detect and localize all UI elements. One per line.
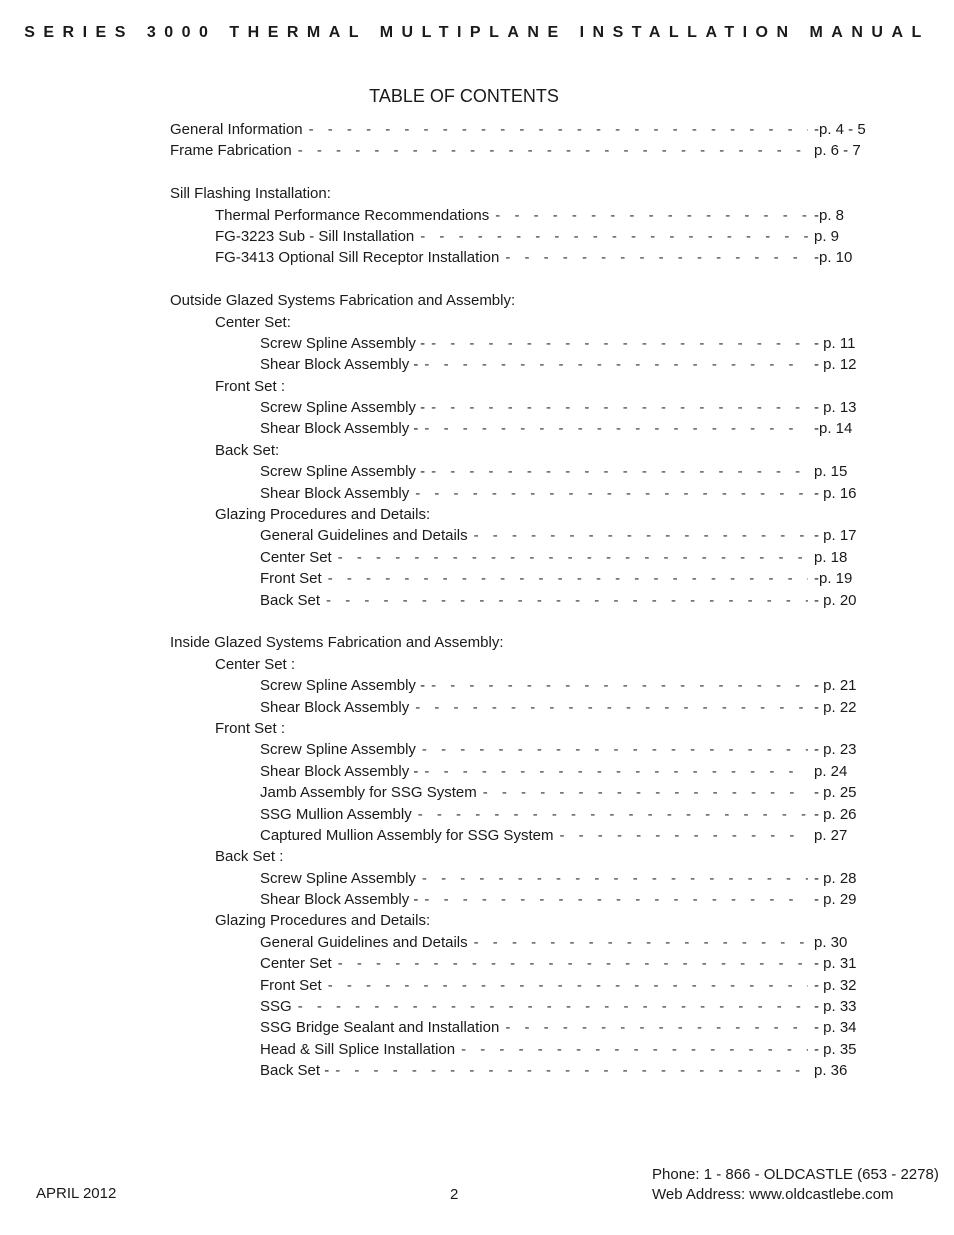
toc-entry-label: FG-3413 Optional Sill Receptor Installation — [215, 249, 500, 267]
toc-entry-page: - p. 11 — [814, 334, 856, 352]
toc-entry-page: - p. 29 — [814, 891, 857, 909]
toc-dot-leader — [328, 975, 808, 996]
toc-dot-leader — [483, 782, 808, 803]
toc-entry[interactable] — [170, 247, 870, 268]
toc-entry-label: Screw Spline Assembly - — [260, 463, 426, 481]
toc-dot-leader — [474, 525, 808, 546]
toc-dot-leader — [505, 247, 808, 268]
toc-section-heading — [170, 654, 870, 675]
toc-section-heading — [170, 440, 870, 461]
toc-dot-leader — [505, 1017, 808, 1038]
toc-entry-label: Front Set — [260, 570, 322, 588]
toc-entry-label: Glazing Procedures and Details: — [215, 506, 431, 524]
toc-entry-page: p. 15 — [814, 463, 848, 481]
toc-entry-page: - p. 20 — [814, 591, 857, 609]
toc-entry-label: General Information — [170, 121, 303, 138]
toc-entry-page: - p. 17 — [814, 527, 857, 545]
footer-phone: Phone: 1 - 866 - OLDCASTLE (653 - 2278) — [652, 1166, 939, 1183]
document-header: SERIES 3000 THERMAL MULTIPLANE INSTALLATION MANUAL — [24, 24, 930, 41]
toc-entry-label: SSG — [260, 998, 292, 1016]
toc-section-heading — [170, 376, 870, 397]
toc-dot-leader — [424, 354, 808, 375]
toc-title: TABLE OF CONTENTS — [369, 86, 559, 106]
toc-entry-label: Front Set : — [215, 719, 286, 737]
toc-entry[interactable] — [170, 525, 870, 546]
toc-entry-page: - p. 28 — [814, 869, 857, 887]
footer-contact — [652, 1165, 939, 1205]
toc-section-heading — [170, 846, 870, 867]
toc-entry-label: Center Set : — [215, 655, 296, 673]
toc-entry-page: - p. 34 — [814, 1019, 857, 1037]
toc-entry-page: -p. 10 — [814, 249, 853, 267]
toc-entry-label: Glazing Procedures and Details: — [215, 912, 431, 930]
toc-entry-label: Sill Flashing Installation: — [170, 185, 331, 203]
toc-dot-leader — [424, 889, 808, 910]
footer-page-number: 2 — [450, 1186, 459, 1203]
toc-entry[interactable] — [170, 675, 870, 696]
table-of-contents — [170, 119, 870, 1082]
toc-dot-leader — [298, 996, 808, 1017]
toc-dot-leader — [495, 205, 808, 226]
toc-entry-label: Screw Spline Assembly — [260, 869, 416, 887]
toc-dot-leader — [422, 739, 808, 760]
toc-entry-page: p. 6 - 7 — [814, 142, 861, 160]
toc-entry-page: -p. 14 — [814, 420, 853, 438]
toc-dot-leader — [431, 675, 808, 696]
toc-entry-label: Front Set : — [215, 377, 286, 395]
toc-dot-leader — [431, 461, 808, 482]
toc-entry-label: Jamb Assembly for SSG System — [260, 784, 477, 802]
toc-entry[interactable] — [170, 975, 870, 996]
toc-entry-label: Shear Block Assembly - — [260, 356, 419, 374]
toc-entry-label: Thermal Performance Recommendations — [215, 206, 490, 224]
toc-entry[interactable] — [170, 932, 870, 953]
toc-entry-label: Shear Block Assembly - — [260, 891, 419, 909]
toc-dot-leader — [559, 825, 808, 846]
toc-dot-leader — [335, 1060, 808, 1081]
toc-dot-leader — [424, 761, 808, 782]
toc-section-heading — [170, 910, 870, 931]
toc-entry-label: Front Set — [260, 976, 322, 994]
toc-entry-label: FG-3223 Sub - Sill Installation — [215, 227, 415, 245]
toc-entry-page: -p. 4 - 5 — [814, 121, 866, 138]
toc-entry-label: Outside Glazed Systems Fabrication and Assembly: — [170, 292, 516, 310]
toc-entry[interactable] — [170, 996, 870, 1017]
toc-entry[interactable] — [170, 1060, 870, 1081]
toc-section-heading — [170, 632, 870, 653]
toc-entry-page: p. 27 — [814, 826, 848, 844]
toc-entry-page: p. 24 — [814, 762, 848, 780]
toc-entry-label: SSG Bridge Sealant and Installation — [260, 1019, 500, 1037]
toc-entry-label: Frame Fabrication — [170, 142, 292, 160]
toc-entry[interactable] — [170, 953, 870, 974]
footer-web-address: Web Address: www.oldcastlebe.com — [652, 1186, 894, 1203]
toc-section-heading — [170, 718, 870, 739]
toc-entry-page: - p. 22 — [814, 698, 857, 716]
toc-entry-label: Center Set — [260, 955, 332, 973]
toc-dot-leader — [431, 333, 808, 354]
toc-section-heading — [170, 290, 870, 311]
toc-entry[interactable] — [170, 119, 870, 140]
toc-entry-label: Center Set — [260, 548, 332, 566]
toc-dot-leader — [424, 418, 808, 439]
toc-entry-page: - p. 33 — [814, 998, 857, 1016]
toc-entry-label: Screw Spline Assembly — [260, 741, 416, 759]
toc-dot-leader — [328, 568, 808, 589]
toc-entry-page: - p. 21 — [814, 677, 857, 695]
toc-entry[interactable] — [170, 461, 870, 482]
toc-entry-label: Screw Spline Assembly - — [260, 399, 426, 417]
toc-entry-label: Inside Glazed Systems Fabrication and Assembly: — [170, 634, 504, 652]
toc-entry-label: General Guidelines and Details — [260, 933, 468, 951]
toc-entry[interactable] — [170, 205, 870, 226]
toc-dot-leader — [431, 397, 808, 418]
toc-entry[interactable] — [170, 1039, 870, 1060]
toc-section-heading — [170, 312, 870, 333]
toc-section-heading — [170, 504, 870, 525]
toc-entry-label: Back Set : — [215, 848, 284, 866]
toc-entry-label: Back Set - — [260, 1062, 330, 1080]
footer-date: APRIL 2012 — [36, 1185, 117, 1202]
toc-entry[interactable] — [170, 868, 870, 889]
toc-dot-leader — [338, 953, 808, 974]
toc-entry-page: p. 36 — [814, 1062, 848, 1080]
toc-entry[interactable] — [170, 483, 870, 504]
toc-entry-label: Shear Block Assembly - — [260, 762, 419, 780]
toc-entry[interactable] — [170, 889, 870, 910]
toc-entry-label: Shear Block Assembly - — [260, 420, 419, 438]
toc-entry-page: - p. 32 — [814, 976, 857, 994]
toc-dot-leader — [418, 804, 808, 825]
toc-entry[interactable] — [170, 354, 870, 375]
toc-entry-page: - p. 23 — [814, 741, 857, 759]
toc-entry-page: p. 18 — [814, 548, 848, 566]
toc-dot-leader — [338, 547, 808, 568]
toc-dot-leader — [415, 697, 808, 718]
toc-section-heading — [170, 183, 870, 204]
toc-dot-leader — [298, 140, 808, 161]
toc-dot-leader — [461, 1039, 808, 1060]
toc-entry[interactable] — [170, 825, 870, 846]
toc-entry-page: - p. 26 — [814, 805, 857, 823]
toc-entry[interactable] — [170, 590, 870, 611]
toc-entry[interactable] — [170, 804, 870, 825]
toc-entry-page: -p. 19 — [814, 570, 853, 588]
toc-entry-label: Back Set — [260, 591, 321, 609]
toc-entry[interactable] — [170, 1017, 870, 1038]
toc-entry-page: - p. 12 — [814, 356, 857, 374]
toc-entry[interactable] — [170, 568, 870, 589]
toc-dot-leader — [422, 868, 808, 889]
toc-dot-leader — [420, 226, 808, 247]
toc-entry-label: Back Set: — [215, 441, 280, 459]
toc-entry-page: - p. 25 — [814, 784, 857, 802]
toc-entry[interactable] — [170, 333, 870, 354]
toc-entry-label: Shear Block Assembly — [260, 698, 410, 716]
toc-entry-page: p. 30 — [814, 933, 848, 951]
toc-entry-page: - p. 35 — [814, 1040, 857, 1058]
toc-entry-label: Captured Mullion Assembly for SSG System — [260, 826, 554, 844]
toc-entry[interactable] — [170, 782, 870, 803]
toc-dot-leader — [326, 590, 808, 611]
toc-entry[interactable] — [170, 761, 870, 782]
toc-entry-page: - p. 13 — [814, 399, 857, 417]
toc-entry[interactable] — [170, 697, 870, 718]
toc-dot-leader — [415, 483, 808, 504]
toc-entry-label: Screw Spline Assembly - — [260, 334, 426, 352]
toc-entry-page: -p. 8 — [814, 206, 845, 224]
toc-entry-label: Shear Block Assembly — [260, 484, 410, 502]
toc-dot-leader — [309, 119, 808, 140]
toc-entry[interactable] — [170, 140, 870, 161]
toc-entry[interactable] — [170, 739, 870, 760]
toc-dot-leader — [474, 932, 808, 953]
toc-entry[interactable] — [170, 226, 870, 247]
toc-entry-page: - p. 16 — [814, 484, 857, 502]
toc-entry-page: - p. 31 — [814, 955, 857, 973]
toc-entry-label: Screw Spline Assembly - — [260, 677, 426, 695]
toc-entry[interactable] — [170, 397, 870, 418]
toc-entry[interactable] — [170, 547, 870, 568]
toc-entry-label: SSG Mullion Assembly — [260, 805, 412, 823]
toc-entry-page: p. 9 — [814, 227, 840, 245]
toc-entry[interactable] — [170, 418, 870, 439]
toc-entry-label: Center Set: — [215, 313, 291, 331]
toc-entry-label: General Guidelines and Details — [260, 527, 468, 545]
toc-entry-label: Head & Sill Splice Installation — [260, 1040, 456, 1058]
